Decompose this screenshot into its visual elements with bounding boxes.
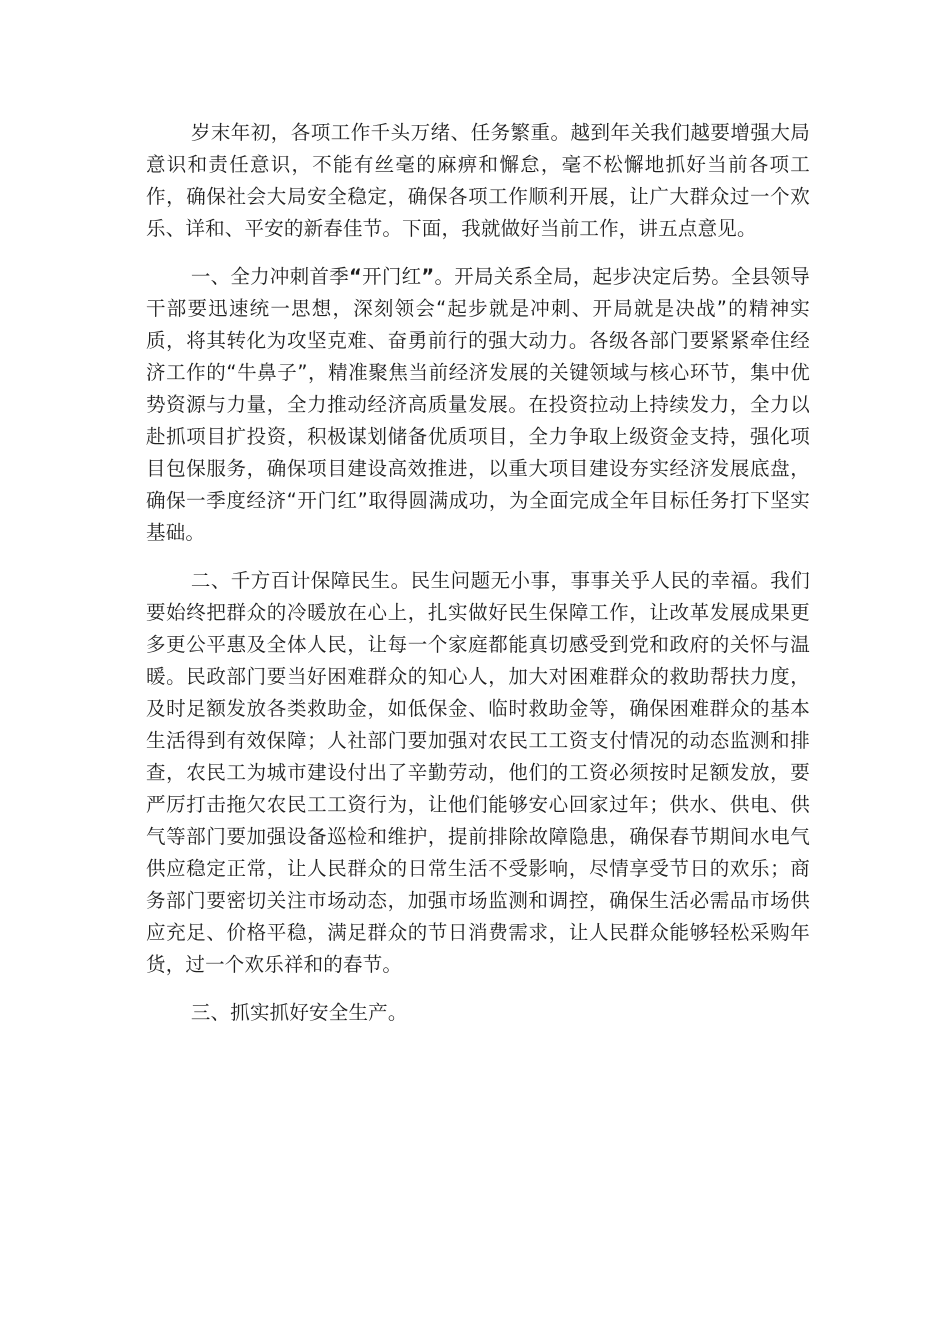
heading-text: 一、全力冲刺首季 [190, 265, 349, 288]
open-quote: “ [348, 265, 363, 288]
section-heading: 三、抓实抓好安全生产。 [190, 1001, 408, 1024]
paragraph-intro [146, 117, 810, 245]
paragraph-section-two [146, 565, 810, 981]
heading-end: 。 [434, 265, 455, 288]
paragraph-text: 民生问题无小事，事事关乎人民的幸福。我们要始终把群众的冷暖放在心上，扎实做好民生保障工作，让改革发展成果更多更公平惠及全体人民，让每一个家庭都能真切感受到党和政府的关怀与温暖。民政部门要当好困难群众的知心人，加大对困难群众的救助帮扶力度，及时足额发放各类救助金，如低保金、临时救助金等，确保困难群众的基本生活得到有效保障；人社部门要加强对农民工工资支付情况的动态监测和排查，农民工为城市建设付出了辛勤劳动，他们的工资必须按时足额发放，要严厉打击拖欠农民工工资行为，让他们能够安心回家过年；供水、供电、供气等部门要加强设备巡检和维护，提前排除故障隐患，确保春节期间水电气供应稳定正常，让人民群众的日常生活不受影响，尽情享受节日的欢乐；商务部门要密切关注市场动态，加强市场监测和调控，确保生活必需品市场供应充足、价格平稳，满足群众的节日消费需求，让人民群众能够轻松采购年货，过一个欢乐祥和的春节。 [146, 569, 810, 976]
section-heading: 二、千方百计保障民生。 [190, 569, 411, 592]
section-heading [191, 265, 454, 288]
paragraph-section-one [146, 261, 810, 549]
paragraph-text: 岁末年初，各项工作千头万绪、任务繁重。越到年关我们越要增强大局意识和责任意识，不能有丝毫的麻痹和懈怠，毫不松懈地抓好当前各项工作，确保社会大局安全稳定，确保各项工作顺利开展，让广大群众过一个欢乐、详和、平安的新春佳节。下面，我就做好当前工作，讲五点意见。 [146, 121, 810, 240]
heading-quoted-text: 开门红 [362, 265, 422, 288]
paragraph-text: 开局关系全局，起步决定后势。全县领导干部要迅速统一思想，深刻领会“起步就是冲刺、开局就是决战”的精神实质，将其转化为攻坚克难、奋勇前行的强大动力。各级各部门要紧紧牵住经济工作的“牛鼻子”，精准聚焦当前经济发展的关键领域与核心环节，集中优势资源与力量，全力推动经济高质量发展。在投资拉动上持续发力，全力以赴抓项目扩投资，积极谋划储备优质项目，全力争取上级资金支持，强化项目包保服务，确保项目建设高效推进，以重大项目建设夯实经济发展底盘，确保一季度经济“开门红”取得圆满成功，为全面完成全年目标任务打下坚实基础。 [146, 265, 810, 544]
close-quote: ” [421, 265, 435, 288]
document-body [146, 117, 810, 1045]
paragraph-section-three [146, 997, 810, 1029]
